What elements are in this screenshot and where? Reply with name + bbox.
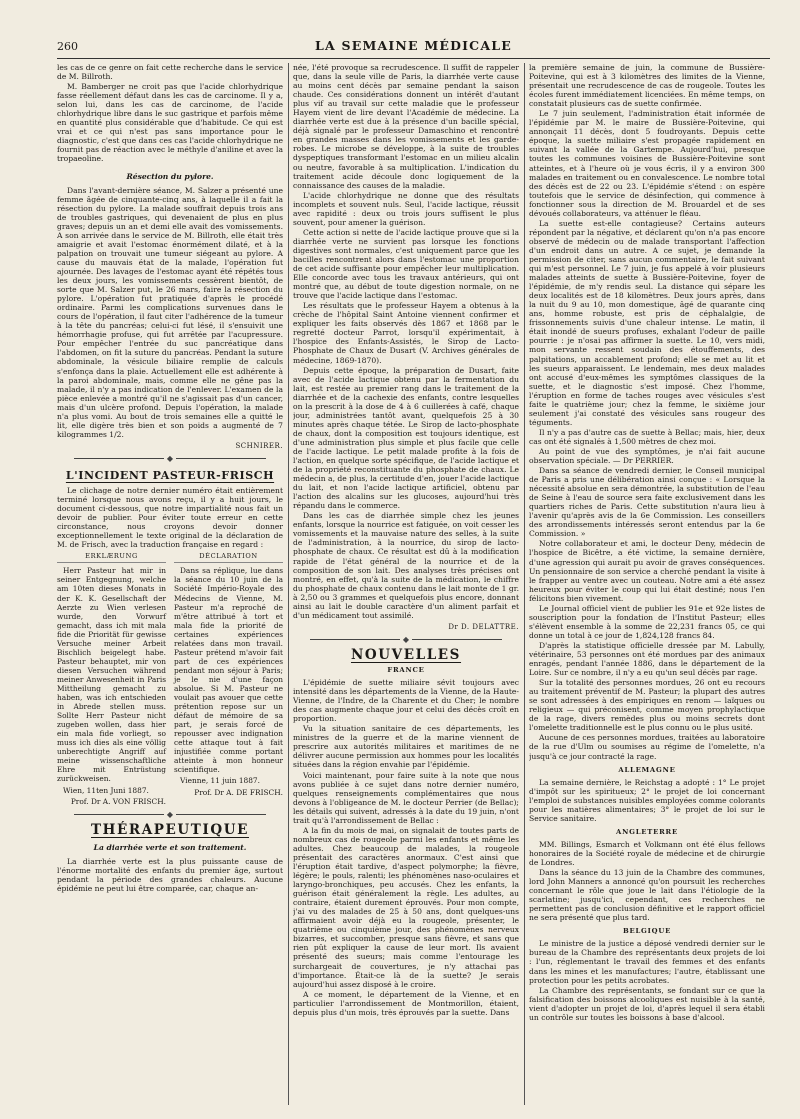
paragraph: Le clichage de notre dernier numéro était entièrement terminé lorsque nous avons reçu, il y a huit jours, le document ci-dessous, que notre impartialité nous fait un devoir de publier. Pour éviter toute erreur en cette circonstance, nous croyons devoir donner exceptionnellement le texte original de la déclaration de M. de Frisch, avec la traduction française en regard :: [57, 486, 283, 550]
german-declaration: [57, 552, 166, 806]
country-heading: ALLEMAGNE: [618, 765, 676, 774]
country-heading: ANGLETERRE: [616, 827, 678, 836]
paragraph: née, l'été provoque sa recrudescence. Il suffit de rappeler que, dans la seule ville de Paris, la diarrhée verte cause au moins cent décès par semaine pendant la saison chaude. Ces considérations donnent un intérêt d'autant plus vif au travail sur cette maladie que le professeur Hayem vient de lire devant l'Académie de médecine. La diarrhée verte est due à la présence d'un bacille spécial, déjà signalé par le professeur Damaschino et rencontré en grandes masses dans les vomissements et les garde-robes. Le microbe se développe, à la suite de troubles dyspeptiques transformant l'estomac en un milieu alcalin ou neutre, favorable à sa multiplication. L'indication du traitement acide découle donc logiquement de la connaissance des causes de la maladie.: [293, 63, 519, 190]
declaration-label: ERKLÆRUNG: [57, 552, 166, 563]
country-heading: FRANCE: [387, 666, 425, 674]
page-number: 260: [57, 40, 78, 53]
section-title: THÉRAPEUTIQUE: [91, 821, 249, 838]
news-item: La semaine dernière, le Reichstag a adopté : 1° Le projet d'impôt sur les spiritueux; 2° le projet de loi concernant l'emploi de substances nuisibles employées comme colorants pour les matières alimentaires; 3° le projet de loi sur le Service sanitaire.: [529, 777, 765, 823]
news-item: Dans sa séance de vendredi dernier, le Conseil municipal de Paris a pris une délibération ainsi conçue : « Lorsque la nécessité absolue en sera démontrée, la substitution de l'eau de Seine à l'eau de source sera faite exclusivement dans les quartiers riches de Paris. Cette substitution n'aura lieu à l'avenir qu'après avis de la 6e Commission. Les conseillers des arrondissements intéressés seront entendus par la 6e Commission. »: [529, 466, 765, 539]
paragraph: Herr Pasteur hat mir in seiner Entgegnung, welche am 10ten dieses Monats in der K. K. Gesellschaft der Aerzte zu Wien verlesen wurde, den Vorwurf gemacht, dass ich mit mala fide die Priorität für gewisse Versuche meiner Arbeit Bischlich beigelegt habe. Pasteur behauptet, mir von diesen Versuchen während meiner Anwesenheit in Paris Mittheilung gemacht zu haben, was ich entschieden in Abrede stellen muss. Sollte Herr Pasteur nicht zugeben wollen, dass hier ein mala fide vorliegt, so muss ich dies als eine völlig unberechtigte Angriff auf meine wissenschaftliche Ehre mit Entrüstung zurückweisen.: [57, 566, 166, 784]
column-rule-1: [288, 63, 289, 1105]
paragraph: Dans les cas de diarrhée simple chez les jeunes enfants, lorsque la nourrice est fatiguée, on voit cesser les vomissements et la mauvaise nature des selles, à la suite de l'administration, à la nourrice, du sirop de lacto-phosphate de chaux. Ce résultat est dû à la modification rapide de l'état général de la nourrice et de la composition de son lait. Des analyses très précises ont montré, en effet, qu'à la suite de la médication, le chiffre du phosphate de chaux contenu dans le lait monte de 1 gr. à 2,50 ou 3 grammes et quelquefois plus encore, donnant ainsi au lait le double caractère d'un aliment parfait et d'un médicament tout assimilé.: [293, 511, 519, 620]
declaration-date: Wien, 11ten Juni 1887.: [63, 785, 149, 795]
paragraph: Vu la situation sanitaire de ces départements, les ministres de la guerre et de la marine viennent de prescrire aux autorités militaires et maritimes de ne délivrer aucune permission aux hommes pour les localités situées dans la région envahie par l'épidémie.: [293, 724, 519, 770]
news-item: Le ministre de la justice a déposé vendredi dernier sur le bureau de la Chambre des représentants deux projets de loi : l'un, réglementant le travail des femmes et des enfants dans les mines et les manufactures; l'autre, établissant une protection pour les petits acrobates.: [529, 939, 765, 985]
column-rule-2: [524, 63, 525, 1105]
news-item: L'épidémie de suette miliaire sévit toujours avec intensité dans les départements de la Vienne, de la Haute-Vienne, de l'Indre, de la Charente et du Cher; le nombre des cas augmente chaque jour et celui des décès croît en proportion.: [293, 678, 519, 724]
author-signature: Dr D. DELATTRE.: [448, 622, 519, 631]
paragraph: L'acide chlorhydrique ne donne que des résultats incomplets et souvent nuls. Seul, l'acide lactique, réussit avec rapidité : deux ou trois jours suffisent le plus souvent, pour amener la guérison.: [293, 190, 519, 227]
paragraph: La diarrhée verte est la plus puissante cause de l'énorme mortalité des enfants du premier âge, surtout pendant la période des grandes chaleurs. Aucune épidémie ne peut lui être comparée, car, chaque an-: [57, 856, 283, 893]
paragraph: Les résultats que le professeur Hayem a obtenus à la crèche de l'hôpital Saint Antoine viennent confirmer et expliquer les faits observés dès 1867 et 1868 par le regretté docteur Parrot, lorsqu'il expérimentait, à l'hospice des Enfants-Assistés, le Sirop de Lacto-Phosphate de Chaux de Dusart (V. Archives générales de médecine, 1869-1870).: [293, 301, 519, 365]
page-header: [57, 40, 770, 59]
paragraph: Dans l'avant-dernière séance, M. Salzer a présenté une femme âgée de cinquante-cinq ans, à laquelle il a fait la résection du pylore. La malade souffrait depuis trois ans de troubles gastriques, qui devenaient de plus en plus graves; depuis un an et demi elle avait des vomissements. A son arrivée dans le service de M. Billroth, elle était très amaigrie et avait l'estomac énormément dilaté, et à la palpation on trouvait une tumeur siégeant au pylore. A cause du mauvais état de la malade, l'opération fut ajournée. Des lavages de l'estomac ayant été répétés tous les deux jours, les vomissements cessèrent bientôt, de sorte que M. Salzer put, le 26 mars, faire la résection du pylore. L'opération fut pratiquée d'après le procédé ordinaire. Parmi les complications survenues dans le cours de l'opération, il faut citer l'adhérence de la tumeur à la tête du pancréas; celui-ci fut lésé, il s'ensuivit une hémorrhagie profuse, qui fut arrêtée par l'acupressure. Pour empêcher l'entrée du suc pancréatique dans l'abdomen, on fit la suture du pancréas. Pendant la suture abdominale, la vésicule biliaire remplie de calculs s'enfonça dans la plaie. Actuellement elle est adhérente à la paroi abdominale, mais, comme elle ne gêne pas la malade, il n'y a pas indication de l'enlever. L'examen de la pièce enlevée a montré qu'il ne s'agissait pas d'un cancer, mais d'un ulcère profond. Depuis l'opération, la malade n'a plus vomi. Au bout de trois semaines elle a quitté le lit, elle digère très bien et son poids a augmenté de 7 kilogrammes 1/2.: [57, 185, 283, 439]
paragraph: les cas de ce genre on fait cette recherche dans le service de M. Billroth.: [57, 63, 283, 82]
country-heading: BELGIQUE: [622, 927, 672, 936]
paragraph: Au point de vue des symptômes, je n'ai fait aucune observation spéciale. — Dr PERRIER.: [529, 446, 765, 466]
declaration-label: DÉCLARATION: [174, 552, 283, 563]
news-item: Notre collaborateur et ami, le docteur Deny, médecin de l'hospice de Bicêtre, a été victime, la semaine dernière, d'une agression qui aurait pu avoir de graves conséquences. Un pensionnaire de son service a cherché pendant la visite à le frapper au ventre avec un couteau. Notre ami a été assez heureux pour éviter le coup qui lui était destiné; nous l'en félicitons bien vivement.: [529, 539, 765, 603]
declaration-signature: Prof. Dr A. DE FRISCH.: [194, 787, 283, 797]
paragraph: Cette action si nette de l'acide lactique prouve que si la diarrhée verte ne survient pas lorsque les fonctions digestives sont normales, c'est uniquement parce que les bacilles rencontrent alors dans l'estomac une proportion de cet acide suffisante pour empêcher leur multiplication. Elle concorde avec tous les travaux antérieurs, qui ont montré que, au début de toute digestion normale, on ne trouve que l'acide lactique dans l'estomac.: [293, 227, 519, 301]
paragraph: Sur la totalité des personnes mordues, 26 ont eu recours au traitement préventif de M. Pasteur; la plupart des autres se sont adressées à des empiriques en renom — laïques ou religieux — qui préconisent, comme moyen prophylactique de la rage, divers remèdes plus ou moins secrets dont l'omelette traditionnelle est le plus connu ou le plus usité.: [529, 678, 765, 733]
ornament-divider: ◆: [57, 454, 283, 463]
section-title: NOUVELLES: [350, 646, 462, 663]
paragraph: Il n'y a pas d'autre cas de suette à Bellac; mais, hier, deux cas ont été signalés à 1,500 mètres de chez moi.: [529, 427, 765, 446]
paragraph: Voici maintenant, pour faire suite à la note que nous avons publiée à ce sujet dans notre dernier numéro, quelques renseignements complémentaires que nous devons à l'obligeance de M. le docteur Perrier (de Bellac); les détails qui suivent, adressés à la date du 19 juin, n'ont trait qu'à l'arrondissement de Bellac :: [293, 770, 519, 825]
column-1: [57, 63, 283, 1105]
column-3: [529, 63, 765, 1105]
subheading: Résection du pylore.: [126, 171, 214, 181]
french-declaration: [174, 552, 283, 806]
ornament-divider: ◆: [57, 810, 283, 819]
subheading: La diarrhée verte et son traitement.: [93, 842, 247, 852]
author-signature: SCHNIRER.: [235, 441, 283, 450]
paragraph: Le 7 juin seulement, l'administration était informée de l'épidémie par M. le maire de Bussière-Poitevine, qui annonçait 11 décès, dont 5 foudroyants. Depuis cette époque, la suette miliaire s'est propagée rapidement en suivant la vallée de la Gartempe. Aujourd'hui, presque toutes les communes voisines de Bussière-Poitevine sont atteintes, et à l'heure où je vous écris, il y a environ 300 malades en traitement ou en convalescence. Le nombre total des décès est de 22 ou 23. L'épidémie s'étend : on espère toutefois que le service de désinfection, qui commence à fonctionner sous la direction de M. Brouardel et de ses dévoués collaborateurs, va atténuer le fléau.: [529, 109, 765, 218]
paragraph: Dans sa réplique, lue dans la séance du 10 juin de la Société Império-Royale des Médecins de Vienne, M. Pasteur m'a reproché de m'être attribué à tort et mala fide la priorité de certaines expériences relatées dans mon travail. Pasteur prétend m'avoir fait part de ces expériences pendant mon séjour à Paris; je le nie d'une façon absolue. Si M. Pasteur ne voulait pas avouer que cette prétention repose sur un défaut de mémoire de sa part, je serais forcé de repousser avec indignation cette attaque tout à fait injustifiée comme portant atteinte à mon honneur scientifique.: [174, 566, 283, 775]
paragraph: M. Bamberger ne croit pas que l'acide chlorhydrique fasse réellement défaut dans les cas de carcinome. Il y a, selon lui, dans les cas de carcinome, de l'acide chlorhydrique libre dans le suc gastrique et parfois même en quantité plus considérable que d'habitude. Ce qui est vrai et ce qui n'est pas sans importance pour le diagnostic, c'est que dans ces cas l'acide chlorhydrique ne fournit pas de réaction avec le méthyle d'aniline et avec la tropaeoline.: [57, 82, 283, 164]
paragraph: la première semaine de juin, la commune de Bussière-Poitevine, qui est à 3 kilomètres des limites de la Vienne, présentait une recrudescence de cas de rougeole. Toutes les écoles furent immédiatement licenciées. En même temps, on constatait plusieurs cas de suette confirmée.: [529, 63, 765, 109]
news-item: La Chambre des représentants, se fondant sur ce que la falsification des boissons alcooliques est nuisible à la santé, vient d'adopter un projet de loi, d'après lequel il sera établi un contrôle sur toutes les boissons à base d'alcool.: [529, 985, 765, 1022]
journal-title: LA SEMAINE MÉDICALE: [315, 38, 512, 53]
section-title: L'INCIDENT PASTEUR-FRISCH: [65, 468, 275, 482]
paragraph: La suette est-elle contagieuse? Certains auteurs répondent par la négative, et déclarent qu'on n'a pas encore observé de médecin ou de malade transportant l'affection d'un endroit dans un autre. A ce sujet, je demande la permission de citer, sans aucun commentaire, le fait suivant qui m'est personnel. Le 7 juin, je fus appelé à voir plusieurs malades atteints de suette à Bussière-Poitevine, foyer de l'épidémie, de m'y rendis seul. La distance qui sépare les deux localités est de 18 kilomètres. Deux jours après, dans la nuit du 9 au 10, mon domestique, âgé de quarante cinq ans, homme robuste, est pris de céphalalgie, de frissonnements suivis d'une chaleur intense. Le matin, il était inondé de sueurs profuses, exhalant l'odeur de paille pourrie : je n'osai pas affirmer la suette. Le 10, vers midi, mon servante ressent soudain des étouffements, des palpitations, un accablement profond; elle se met au lit et les sueurs apparaissent. Le lendemain, mes deux malades ont accusé d'eux-mêmes les symptômes classiques de la suette, et le diagnostic s'est imposé. Chez l'homme, l'éruption en forme de taches rouges avec vésicules s'est faite le quatrième jour; chez la femme, le sixième jour seulement j'ai constaté des vésicules sans rougeur des téguments.: [529, 218, 765, 427]
paragraph: A ce moment, le département de la Vienne, et en particulier l'arrondissement de Montmorillon, étaient, depuis plus d'un mois, très éprouvés par la suette. Dans: [293, 989, 519, 1017]
paragraph: Depuis cette époque, la préparation de Dusart, faite avec de l'acide lactique obtenu par la fermentation du lait, est restée au premier rang dans le traitement de la diarrhée et de la cachexie des enfants, contre lesquelles on la prescrit à la dose de 4 à 6 cuillerées à café, chaque jour, administrées tantôt avant, quelquefois 25 à 30 minutes après chaque tétée. Le Sirop de lacto-phosphate de chaux, dont la composition est toujours identique, est d'une administration plus simple et plus facile que celle de l'acide lactique. Le petit malade profite à la fois de l'action, en quelque sorte spécifique, de l'acide lactique et de la propriété reconstituante du phosphate de chaux. Le médecin a, de plus, la certitude d'en, jouer l'acide lactique du lait, et non l'acide lactique artificiel, obtenu par l'action des alcalins sur les glucoses, aujourd'hui très répandu dans le commerce.: [293, 365, 519, 511]
news-item: D'après la statistique officielle dressée par M. Labully, vétérinaire, 53 personnes ont été mordues par des animaux enragés, pendant l'année 1886, dans le département de la Loire. Sur ce nombre, il n'y a eu qu'un seul décès par rage.: [529, 640, 765, 678]
column-2: [293, 63, 519, 1105]
news-item: Le Journal officiel vient de publier les 91e et 92e listes de souscription pour la fondation de l'Institut Pasteur; elles s'élèvent ensemble à la somme de 22,231 francs 05, ce qui donne un total à ce jour de 1,824,128 francs 84.: [529, 603, 765, 640]
declaration-columns: [57, 552, 283, 806]
news-item: MM. Billings, Esmarch et Volkmann ont été élus fellows honoraires de la Société royale de médecine et de chirurgie de Londres.: [529, 839, 765, 867]
news-item: Dans la séance du 13 juin de la Chambre des communes, lord John Manners a annoncé qu'on poursuit les recherches concernant le rôle que joue le lait dans l'étiologie de la scarlatine; jusqu'ici, cependant, ces recherches ne permettent pas de conclusion définitive et le rapport officiel ne sera présenté que plus tard.: [529, 868, 765, 923]
paragraph: A la fin du mois de mai, on signalait de toutes parts de nombreux cas de rougeole parmi les enfants et même les adultes. Chez beaucoup de malades, la rougeole présentait des caractères anormaux. C'est ainsi que l'éruption était tardive, d'aspect polymorphe; la fièvre, légère; le pouls, ralenti; les phénomènes naso-oculaires et laryngo-bronchiques, peu accusés. Chez les enfants, la guérison était généralement la règle. Les adultes, au contraire, étaient durement éprouvés. Pour mon compte, j'ai vu des malades de 25 à 50 ans, dont quelques-uns affirmaient avoir déjà eu la rougeole, présenter, le quatrième ou cinquième jour, des phénomènes nerveux bizarres, et succomber, presque sans fièvre, et sans que rien pût expliquer la cause de leur mort. Ils avaient présenté des sueurs; mais comme l'entourage les surchargeait de couvertures, je n'y attachai pas d'importance. Était-ce là de la suette? Je serais aujourd'hui assez disposé à le croire.: [293, 825, 519, 989]
paragraph: Aucune de ces personnes mordues, traitées au laboratoire de la rue d'Ulm ou soumises au régime de l'omelette, n'a jusqu'à ce jour contracté la rage.: [529, 733, 765, 761]
declaration-date: Vienne, 11 juin 1887.: [180, 776, 260, 786]
declaration-signature: Prof. Dr A. VON FRISCH.: [70, 796, 166, 806]
ornament-divider: ◆: [293, 635, 519, 644]
